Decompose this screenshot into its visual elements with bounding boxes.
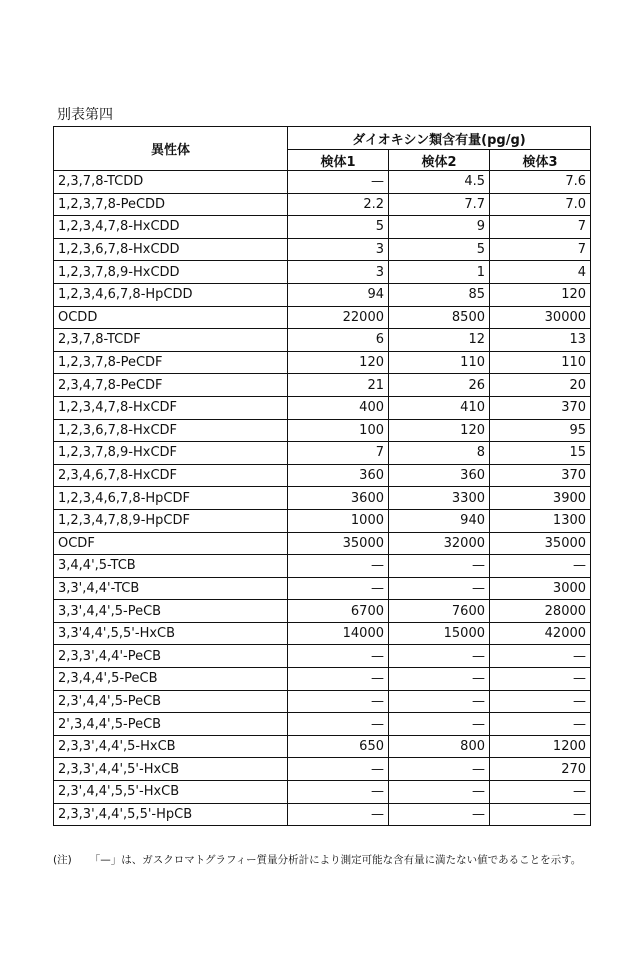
isomer-name-cell: 2,3',4,4',5-PeCB — [54, 690, 288, 713]
sample-1-value-cell: 100 — [288, 419, 389, 442]
table-row — [54, 555, 591, 578]
sample-2-value-cell: — — [389, 758, 490, 781]
sample-1-value-cell: — — [288, 577, 389, 600]
sample-3-value-cell: 3000 — [490, 577, 591, 600]
sample-3-value-cell: 7.0 — [490, 193, 591, 216]
table-row — [54, 509, 591, 532]
sample-1-value-cell: 22000 — [288, 306, 389, 329]
table-row — [54, 442, 591, 465]
sample-2-value-cell: 360 — [389, 464, 490, 487]
sample-2-value-cell: 8 — [389, 442, 490, 465]
sample-2-value-cell: — — [389, 803, 490, 826]
sample-3-value-cell: — — [490, 803, 591, 826]
sample-2-value-cell: — — [389, 668, 490, 691]
isomer-name-cell: 1,2,3,4,7,8-HxCDF — [54, 396, 288, 419]
sample-1-value-cell: — — [288, 668, 389, 691]
sample-3-header: 検体3 — [490, 150, 591, 171]
table-body — [54, 171, 591, 826]
sample-3-value-cell: 1200 — [490, 735, 591, 758]
sample-3-value-cell: 7.6 — [490, 171, 591, 194]
sample-1-value-cell: 7 — [288, 442, 389, 465]
sample-1-value-cell: — — [288, 713, 389, 736]
isomer-name-cell: OCDD — [54, 306, 288, 329]
sample-3-value-cell: 7 — [490, 216, 591, 239]
sample-2-header: 検体2 — [389, 150, 490, 171]
content-group-header: ダイオキシン類含有量(pg/g) — [288, 127, 591, 150]
sample-3-value-cell: 370 — [490, 396, 591, 419]
sample-1-value-cell: 3600 — [288, 487, 389, 510]
table-row — [54, 758, 591, 781]
sample-3-value-cell: — — [490, 713, 591, 736]
sample-3-value-cell: 42000 — [490, 622, 591, 645]
sample-1-value-cell: 5 — [288, 216, 389, 239]
isomer-name-cell: 3,3',4,4'-TCB — [54, 577, 288, 600]
sample-3-value-cell: 110 — [490, 351, 591, 374]
isomer-name-cell: 1,2,3,7,8-PeCDD — [54, 193, 288, 216]
isomer-name-cell: 3,3',4,4',5-PeCB — [54, 600, 288, 623]
table-row — [54, 577, 591, 600]
isomer-name-cell: 2,3,4,6,7,8-HxCDF — [54, 464, 288, 487]
sample-3-value-cell: 20 — [490, 374, 591, 397]
table-row — [54, 396, 591, 419]
sample-2-value-cell: 32000 — [389, 532, 490, 555]
sample-2-value-cell: — — [389, 781, 490, 804]
sample-2-value-cell: 85 — [389, 283, 490, 306]
isomer-name-cell: 2,3,3',4,4',5'-HxCB — [54, 758, 288, 781]
table-row — [54, 622, 591, 645]
isomer-name-cell: 1,2,3,7,8,9-HxCDF — [54, 442, 288, 465]
sample-1-header: 検体1 — [288, 150, 389, 171]
footnote-text: 「—」は、ガスクロマトグラフィー質量分析計により測定可能な含有量に満たない値であることを示す。 — [89, 854, 582, 866]
isomer-name-cell: 1,2,3,4,6,7,8-HpCDF — [54, 487, 288, 510]
sample-3-value-cell: — — [490, 555, 591, 578]
header-row-group — [54, 127, 591, 150]
isomer-name-cell: 1,2,3,4,7,8,9-HpCDF — [54, 509, 288, 532]
sample-1-value-cell: 3 — [288, 261, 389, 284]
sample-3-value-cell: 7 — [490, 238, 591, 261]
isomer-name-cell: 2,3,3',4,4',5,5'-HpCB — [54, 803, 288, 826]
table-row — [54, 690, 591, 713]
sample-1-value-cell: — — [288, 758, 389, 781]
table-row — [54, 464, 591, 487]
sample-1-value-cell: 400 — [288, 396, 389, 419]
sample-3-value-cell: 4 — [490, 261, 591, 284]
sample-3-value-cell: 95 — [490, 419, 591, 442]
sample-3-value-cell: 15 — [490, 442, 591, 465]
sample-2-value-cell: 4.5 — [389, 171, 490, 194]
table-row — [54, 261, 591, 284]
isomer-header: 異性体 — [54, 127, 288, 171]
sample-1-value-cell: 2.2 — [288, 193, 389, 216]
sample-2-value-cell: 800 — [389, 735, 490, 758]
sample-2-value-cell: 26 — [389, 374, 490, 397]
table-row — [54, 306, 591, 329]
sample-1-value-cell: — — [288, 645, 389, 668]
sample-2-value-cell: 940 — [389, 509, 490, 532]
isomer-name-cell: 1,2,3,4,7,8-HxCDD — [54, 216, 288, 239]
sample-1-value-cell: 1000 — [288, 509, 389, 532]
table-row — [54, 668, 591, 691]
table-row — [54, 374, 591, 397]
table-row — [54, 713, 591, 736]
sample-2-value-cell: — — [389, 555, 490, 578]
sample-2-value-cell: — — [389, 577, 490, 600]
sample-1-value-cell: 94 — [288, 283, 389, 306]
footnote — [53, 852, 581, 867]
isomer-name-cell: 3,4,4',5-TCB — [54, 555, 288, 578]
table-row — [54, 171, 591, 194]
sample-2-value-cell: 7600 — [389, 600, 490, 623]
table-row — [54, 487, 591, 510]
sample-1-value-cell: 360 — [288, 464, 389, 487]
sample-2-value-cell: 5 — [389, 238, 490, 261]
table-row — [54, 419, 591, 442]
sample-2-value-cell: 3300 — [389, 487, 490, 510]
sample-3-value-cell: 120 — [490, 283, 591, 306]
table-row — [54, 600, 591, 623]
sample-3-value-cell: 28000 — [490, 600, 591, 623]
sample-2-value-cell: 12 — [389, 329, 490, 352]
sample-3-value-cell: — — [490, 781, 591, 804]
sample-1-value-cell: 6700 — [288, 600, 389, 623]
sample-1-value-cell: 3 — [288, 238, 389, 261]
sample-3-value-cell: — — [490, 668, 591, 691]
table-row — [54, 351, 591, 374]
sample-1-value-cell: 35000 — [288, 532, 389, 555]
sample-2-value-cell: — — [389, 645, 490, 668]
sample-1-value-cell: — — [288, 171, 389, 194]
table-row — [54, 283, 591, 306]
table-row — [54, 216, 591, 239]
isomer-name-cell: 1,2,3,4,6,7,8-HpCDD — [54, 283, 288, 306]
table-row — [54, 735, 591, 758]
sample-1-value-cell: — — [288, 803, 389, 826]
table-row — [54, 238, 591, 261]
sample-2-value-cell: 1 — [389, 261, 490, 284]
table-row — [54, 781, 591, 804]
sample-2-value-cell: 8500 — [389, 306, 490, 329]
isomer-name-cell: 3,3'4,4',5,5'-HxCB — [54, 622, 288, 645]
sample-1-value-cell: 6 — [288, 329, 389, 352]
sample-2-value-cell: 15000 — [389, 622, 490, 645]
isomer-name-cell: OCDF — [54, 532, 288, 555]
dioxin-content-table — [53, 126, 591, 826]
sample-3-value-cell: 370 — [490, 464, 591, 487]
isomer-name-cell: 1,2,3,7,8,9-HxCDD — [54, 261, 288, 284]
table-row — [54, 532, 591, 555]
isomer-name-cell: 2,3',4,4',5,5'-HxCB — [54, 781, 288, 804]
sample-2-value-cell: 9 — [389, 216, 490, 239]
sample-1-value-cell: — — [288, 555, 389, 578]
sample-2-value-cell: — — [389, 713, 490, 736]
sample-2-value-cell: 120 — [389, 419, 490, 442]
isomer-name-cell: 2,3,4,7,8-PeCDF — [54, 374, 288, 397]
sample-3-value-cell: 3900 — [490, 487, 591, 510]
sample-2-value-cell: 7.7 — [389, 193, 490, 216]
sample-1-value-cell: 21 — [288, 374, 389, 397]
isomer-name-cell: 2,3,3',4,4'-PeCB — [54, 645, 288, 668]
sample-3-value-cell: — — [490, 645, 591, 668]
sample-3-value-cell: 30000 — [490, 306, 591, 329]
sample-1-value-cell: — — [288, 781, 389, 804]
sample-3-value-cell: 1300 — [490, 509, 591, 532]
isomer-name-cell: 2,3,7,8-TCDD — [54, 171, 288, 194]
sample-3-value-cell: 35000 — [490, 532, 591, 555]
table-caption: 別表第四 — [57, 107, 113, 123]
sample-3-value-cell: — — [490, 690, 591, 713]
table-row — [54, 645, 591, 668]
sample-2-value-cell: 110 — [389, 351, 490, 374]
table-row — [54, 193, 591, 216]
isomer-name-cell: 1,2,3,7,8-PeCDF — [54, 351, 288, 374]
sample-3-value-cell: 13 — [490, 329, 591, 352]
footnote-tag: (注) — [53, 854, 72, 866]
table-row — [54, 803, 591, 826]
isomer-name-cell: 2,3,4,4',5-PeCB — [54, 668, 288, 691]
sample-1-value-cell: — — [288, 690, 389, 713]
sample-1-value-cell: 650 — [288, 735, 389, 758]
isomer-name-cell: 1,2,3,6,7,8-HxCDD — [54, 238, 288, 261]
sample-2-value-cell: 410 — [389, 396, 490, 419]
sample-3-value-cell: 270 — [490, 758, 591, 781]
isomer-name-cell: 2',3,4,4',5-PeCB — [54, 713, 288, 736]
table-row — [54, 329, 591, 352]
isomer-name-cell: 2,3,7,8-TCDF — [54, 329, 288, 352]
isomer-name-cell: 2,3,3',4,4',5-HxCB — [54, 735, 288, 758]
sample-2-value-cell: — — [389, 690, 490, 713]
sample-1-value-cell: 14000 — [288, 622, 389, 645]
isomer-name-cell: 1,2,3,6,7,8-HxCDF — [54, 419, 288, 442]
sample-1-value-cell: 120 — [288, 351, 389, 374]
